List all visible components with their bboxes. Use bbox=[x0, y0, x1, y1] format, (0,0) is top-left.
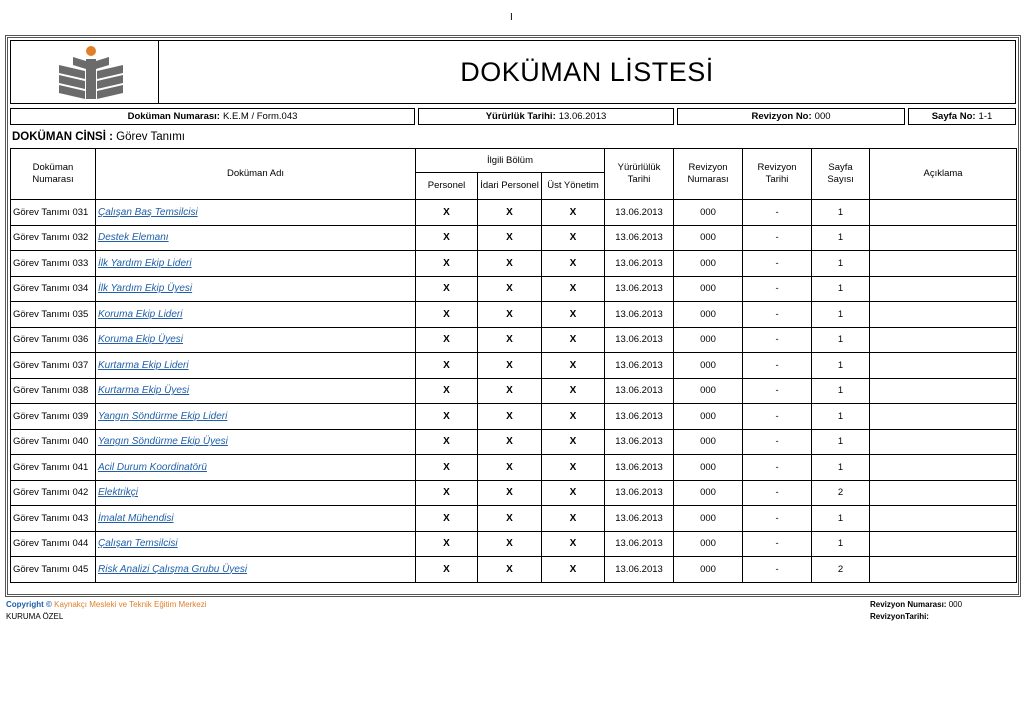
row-rev-date: - bbox=[743, 557, 812, 583]
row-rev-date: - bbox=[743, 353, 812, 379]
row-idari: X bbox=[478, 480, 542, 506]
col-idari: İdari Personel bbox=[478, 173, 542, 200]
row-rev-no: 000 bbox=[674, 455, 743, 481]
row-rev-date: - bbox=[743, 276, 812, 302]
row-idari: X bbox=[478, 200, 542, 226]
row-personel: X bbox=[416, 302, 478, 328]
row-idari: X bbox=[478, 506, 542, 532]
row-pages: 1 bbox=[812, 276, 870, 302]
row-idari: X bbox=[478, 353, 542, 379]
row-personel: X bbox=[416, 251, 478, 277]
row-rev-no: 000 bbox=[674, 378, 743, 404]
row-name-link[interactable]: Acil Durum Koordinatörü bbox=[96, 455, 416, 481]
doc-type: DOKÜMAN CİNSİ : Görev Tanımı bbox=[12, 131, 185, 143]
row-pages: 1 bbox=[812, 455, 870, 481]
revision-number: Revizyon No: 000 bbox=[677, 108, 905, 125]
row-date: 13.06.2013 bbox=[605, 506, 674, 532]
row-note bbox=[870, 200, 1017, 226]
row-personel: X bbox=[416, 506, 478, 532]
row-code: Görev Tanımı 040 bbox=[11, 429, 96, 455]
row-personel: X bbox=[416, 557, 478, 583]
row-ust: X bbox=[542, 302, 605, 328]
row-note bbox=[870, 480, 1017, 506]
row-name-link[interactable]: İlk Yardım Ekip Üyesi bbox=[96, 276, 416, 302]
row-rev-date: - bbox=[743, 404, 812, 430]
table-row bbox=[11, 353, 1017, 379]
col-personel: Personel bbox=[416, 173, 478, 200]
row-idari: X bbox=[478, 557, 542, 583]
row-code: Görev Tanımı 045 bbox=[11, 557, 96, 583]
row-note bbox=[870, 404, 1017, 430]
row-name-link[interactable]: Elektrikçi bbox=[96, 480, 416, 506]
row-personel: X bbox=[416, 455, 478, 481]
row-ust: X bbox=[542, 480, 605, 506]
table-row bbox=[11, 557, 1017, 583]
logo bbox=[11, 41, 159, 103]
row-code: Görev Tanımı 042 bbox=[11, 480, 96, 506]
row-pages: 1 bbox=[812, 531, 870, 557]
row-date: 13.06.2013 bbox=[605, 429, 674, 455]
row-code: Görev Tanımı 044 bbox=[11, 531, 96, 557]
row-note bbox=[870, 429, 1017, 455]
row-date: 13.06.2013 bbox=[605, 531, 674, 557]
row-personel: X bbox=[416, 200, 478, 226]
row-note bbox=[870, 302, 1017, 328]
table-row bbox=[11, 531, 1017, 557]
row-rev-date: - bbox=[743, 429, 812, 455]
row-rev-date: - bbox=[743, 251, 812, 277]
row-date: 13.06.2013 bbox=[605, 327, 674, 353]
row-personel: X bbox=[416, 276, 478, 302]
row-name-link[interactable]: Yangın Söndürme Ekip Lideri bbox=[96, 404, 416, 430]
table-row bbox=[11, 327, 1017, 353]
col-rev-no: Revizyon Numarası bbox=[674, 149, 743, 200]
row-date: 13.06.2013 bbox=[605, 251, 674, 277]
row-rev-no: 000 bbox=[674, 480, 743, 506]
row-rev-no: 000 bbox=[674, 557, 743, 583]
row-name-link[interactable]: İmalat Mühendisi bbox=[96, 506, 416, 532]
row-note bbox=[870, 557, 1017, 583]
row-idari: X bbox=[478, 251, 542, 277]
table-row bbox=[11, 200, 1017, 226]
row-rev-no: 000 bbox=[674, 276, 743, 302]
row-ust: X bbox=[542, 353, 605, 379]
row-date: 13.06.2013 bbox=[605, 353, 674, 379]
row-ust: X bbox=[542, 327, 605, 353]
row-name-link[interactable]: Kurtarma Ekip Üyesi bbox=[96, 378, 416, 404]
row-rev-no: 000 bbox=[674, 302, 743, 328]
row-rev-date: - bbox=[743, 531, 812, 557]
col-note: Açıklama bbox=[870, 149, 1017, 200]
row-ust: X bbox=[542, 251, 605, 277]
col-ust: Üst Yönetim bbox=[542, 173, 605, 200]
row-code: Görev Tanımı 036 bbox=[11, 327, 96, 353]
row-note bbox=[870, 506, 1017, 532]
row-pages: 1 bbox=[812, 404, 870, 430]
row-idari: X bbox=[478, 327, 542, 353]
row-note bbox=[870, 455, 1017, 481]
row-pages: 1 bbox=[812, 378, 870, 404]
table-row bbox=[11, 404, 1017, 430]
footer-left: Copyright © Kaynakçı Mesleki ve Teknik Eğitim Merkezi KURUMA ÖZEL bbox=[6, 600, 207, 621]
row-rev-no: 000 bbox=[674, 531, 743, 557]
row-pages: 1 bbox=[812, 353, 870, 379]
row-date: 13.06.2013 bbox=[605, 455, 674, 481]
row-rev-no: 000 bbox=[674, 429, 743, 455]
row-code: Görev Tanımı 037 bbox=[11, 353, 96, 379]
row-name-link[interactable]: İlk Yardım Ekip Lideri bbox=[96, 251, 416, 277]
row-date: 13.06.2013 bbox=[605, 200, 674, 226]
row-name-link[interactable]: Koruma Ekip Lideri bbox=[96, 302, 416, 328]
row-rev-date: - bbox=[743, 480, 812, 506]
row-note bbox=[870, 531, 1017, 557]
row-ust: X bbox=[542, 378, 605, 404]
row-ust: X bbox=[542, 200, 605, 226]
col-date: Yürürlülük Tarihi bbox=[605, 149, 674, 200]
row-note bbox=[870, 327, 1017, 353]
document-table bbox=[10, 148, 1017, 583]
row-ust: X bbox=[542, 531, 605, 557]
footer-right: Revizyon Numarası: 000 RevizyonTarihi: bbox=[870, 600, 963, 621]
effective-date: Yürürlük Tarihi: 13.06.2013 bbox=[418, 108, 674, 125]
table-row bbox=[11, 225, 1017, 251]
footer-private: KURUMA ÖZEL bbox=[6, 612, 64, 621]
row-code: Görev Tanımı 043 bbox=[11, 506, 96, 532]
row-personel: X bbox=[416, 353, 478, 379]
row-rev-date: - bbox=[743, 455, 812, 481]
row-note bbox=[870, 251, 1017, 277]
row-rev-no: 000 bbox=[674, 200, 743, 226]
col-pages: Sayfa Sayısı bbox=[812, 149, 870, 200]
row-pages: 1 bbox=[812, 429, 870, 455]
row-rev-date: - bbox=[743, 506, 812, 532]
row-name-link[interactable]: Çalışan Temsilcisi bbox=[96, 531, 416, 557]
row-idari: X bbox=[478, 531, 542, 557]
header bbox=[10, 40, 1016, 104]
row-idari: X bbox=[478, 276, 542, 302]
row-personel: X bbox=[416, 404, 478, 430]
row-rev-no: 000 bbox=[674, 404, 743, 430]
row-code: Görev Tanımı 034 bbox=[11, 276, 96, 302]
row-note bbox=[870, 353, 1017, 379]
row-rev-no: 000 bbox=[674, 225, 743, 251]
table-row bbox=[11, 251, 1017, 277]
row-idari: X bbox=[478, 378, 542, 404]
row-idari: X bbox=[478, 455, 542, 481]
row-code: Görev Tanımı 032 bbox=[11, 225, 96, 251]
row-ust: X bbox=[542, 225, 605, 251]
row-ust: X bbox=[542, 276, 605, 302]
row-rev-date: - bbox=[743, 225, 812, 251]
row-note bbox=[870, 225, 1017, 251]
row-rev-date: - bbox=[743, 200, 812, 226]
row-personel: X bbox=[416, 480, 478, 506]
row-personel: X bbox=[416, 327, 478, 353]
row-personel: X bbox=[416, 225, 478, 251]
row-ust: X bbox=[542, 455, 605, 481]
row-ust: X bbox=[542, 506, 605, 532]
row-personel: X bbox=[416, 531, 478, 557]
row-date: 13.06.2013 bbox=[605, 480, 674, 506]
row-date: 13.06.2013 bbox=[605, 225, 674, 251]
table-row bbox=[11, 455, 1017, 481]
row-rev-date: - bbox=[743, 302, 812, 328]
row-idari: X bbox=[478, 302, 542, 328]
doc-number: Doküman Numarası: K.E.M / Form.043 bbox=[10, 108, 415, 125]
table-row bbox=[11, 378, 1017, 404]
table-row bbox=[11, 480, 1017, 506]
row-idari: X bbox=[478, 429, 542, 455]
row-pages: 1 bbox=[812, 200, 870, 226]
row-name-link[interactable]: Yangın Söndürme Ekip Üyesi bbox=[96, 429, 416, 455]
col-dept-group: İlgili Bölüm bbox=[416, 149, 605, 173]
meta-row bbox=[10, 108, 1016, 125]
row-pages: 1 bbox=[812, 327, 870, 353]
row-date: 13.06.2013 bbox=[605, 378, 674, 404]
row-personel: X bbox=[416, 429, 478, 455]
row-ust: X bbox=[542, 404, 605, 430]
row-date: 13.06.2013 bbox=[605, 557, 674, 583]
row-note bbox=[870, 378, 1017, 404]
row-code: Görev Tanımı 035 bbox=[11, 302, 96, 328]
row-date: 13.06.2013 bbox=[605, 404, 674, 430]
row-date: 13.06.2013 bbox=[605, 302, 674, 328]
col-rev-date: Revizyon Tarihi bbox=[743, 149, 812, 200]
row-pages: 1 bbox=[812, 506, 870, 532]
book-logo-icon bbox=[11, 41, 159, 103]
row-code: Görev Tanımı 033 bbox=[11, 251, 96, 277]
col-doc-name: Doküman Adı bbox=[96, 149, 416, 200]
row-rev-no: 000 bbox=[674, 327, 743, 353]
page-number: Sayfa No: 1-1 bbox=[908, 108, 1016, 125]
row-code: Görev Tanımı 031 bbox=[11, 200, 96, 226]
page-mark: I bbox=[510, 12, 513, 23]
table-row bbox=[11, 302, 1017, 328]
row-date: 13.06.2013 bbox=[605, 276, 674, 302]
table-row bbox=[11, 429, 1017, 455]
page-title: DOKÜMAN LİSTESİ bbox=[460, 56, 714, 87]
row-pages: 2 bbox=[812, 557, 870, 583]
row-name-link[interactable]: Koruma Ekip Üyesi bbox=[96, 327, 416, 353]
row-code: Görev Tanımı 041 bbox=[11, 455, 96, 481]
row-name-link[interactable]: Çalışan Baş Temsilcisi bbox=[96, 200, 416, 226]
row-pages: 1 bbox=[812, 302, 870, 328]
row-rev-date: - bbox=[743, 378, 812, 404]
row-name-link[interactable]: Risk Analizi Çalışma Grubu Üyesi bbox=[96, 557, 416, 583]
table-row bbox=[11, 506, 1017, 532]
row-rev-date: - bbox=[743, 327, 812, 353]
row-pages: 1 bbox=[812, 225, 870, 251]
row-code: Görev Tanımı 039 bbox=[11, 404, 96, 430]
row-pages: 2 bbox=[812, 480, 870, 506]
col-doc-no: Doküman Numarası bbox=[11, 149, 96, 200]
row-idari: X bbox=[478, 225, 542, 251]
document-frame bbox=[5, 35, 1021, 597]
row-code: Görev Tanımı 038 bbox=[11, 378, 96, 404]
row-rev-no: 000 bbox=[674, 251, 743, 277]
row-note bbox=[870, 276, 1017, 302]
table-row bbox=[11, 276, 1017, 302]
row-name-link[interactable]: Kurtarma Ekip Lideri bbox=[96, 353, 416, 379]
row-personel: X bbox=[416, 378, 478, 404]
row-name-link[interactable]: Destek Elemanı bbox=[96, 225, 416, 251]
row-rev-no: 000 bbox=[674, 506, 743, 532]
row-rev-no: 000 bbox=[674, 353, 743, 379]
row-idari: X bbox=[478, 404, 542, 430]
row-ust: X bbox=[542, 429, 605, 455]
row-ust: X bbox=[542, 557, 605, 583]
row-pages: 1 bbox=[812, 251, 870, 277]
